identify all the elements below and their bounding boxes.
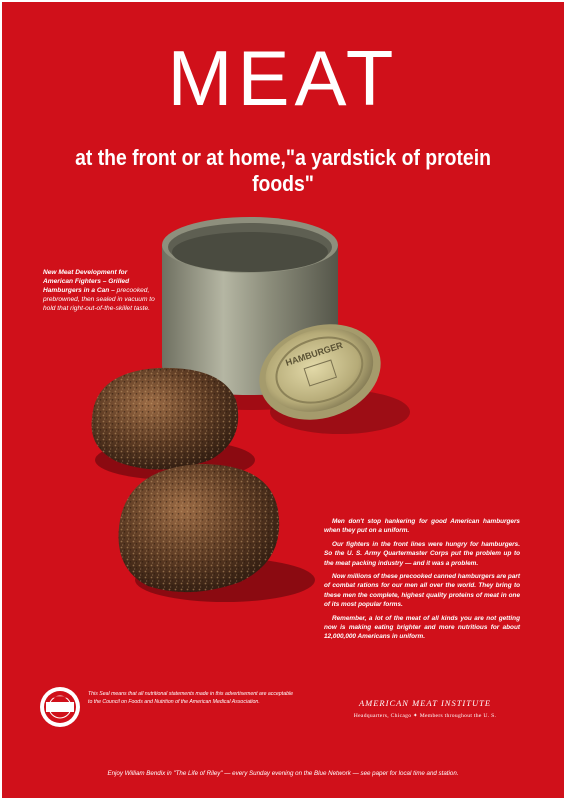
- body-copy: [324, 517, 520, 646]
- signature: AMERICAN MEAT INSTITUTE: [358, 698, 492, 708]
- headline: MEAT: [167, 34, 399, 122]
- hamburger-patty-upper: [92, 368, 239, 470]
- can-lid-lettering: HAMBURGER: [284, 339, 344, 368]
- caption-bold: New Meat Development for American Fighters – Grilled Hamburgers in a Can –: [43, 269, 130, 294]
- seal-note: This Seal means that all nutritional statements made in this advertisement are acceptable to the Council on Foods and Nutrition of the American Medical Association.: [88, 691, 294, 705]
- body-paragraph: Men don't stop hankering for good American hamburgers when they put on a uniform.: [324, 518, 520, 535]
- radio-footer: Enjoy William Bendix in "The Life of Riley" — every Sunday evening on the Blue Network — see paper for local time and station.: [107, 770, 459, 777]
- body-paragraph: Remember, a lot of the meat of all kinds you are not getting now is making eating brighter and more nutritious for about 12,000,000 Americans in uniform.: [324, 614, 520, 641]
- body-paragraph: Now millions of these precooked canned hamburgers are part of combat rations for our men all over the world. They bring to these men the complete, highest quality proteins of meat in one of its most popular forms.: [324, 573, 520, 609]
- hamburger-patty-lower: [119, 464, 280, 592]
- body-paragraph: Our fighters in the front lines were hungry for hamburgers. So the U. S. Army Quartermaster Corps put the problem up to the meat packing industry — and it was a problem.: [324, 540, 520, 567]
- signature-subline: Headquarters, Chicago ✦ Members throughout the U. S.: [353, 713, 497, 719]
- ama-seal-icon: [38, 685, 82, 729]
- subhead: at the front or at home,"a yardstick of protein foods": [75, 145, 491, 196]
- caption-rest: precooked, prebrowned, then sealed in vacuum to hold that right-out-of-the-skillet taste.: [43, 287, 155, 312]
